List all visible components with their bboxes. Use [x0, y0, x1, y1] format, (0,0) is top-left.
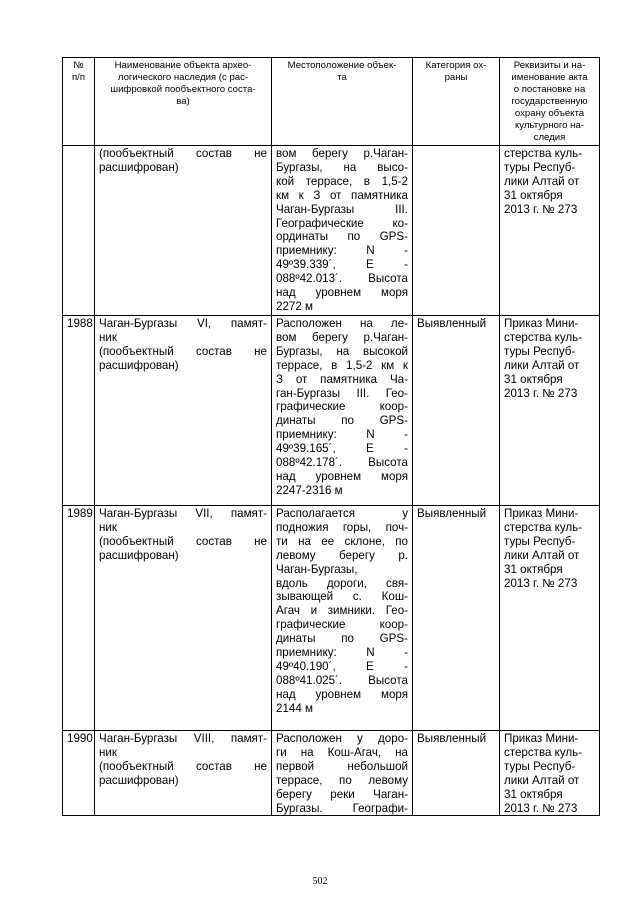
heritage-registry-table	[62, 57, 600, 816]
table-row	[63, 506, 600, 731]
row-number: 1988	[63, 316, 95, 506]
row-category: Выявленный	[413, 316, 500, 506]
header-location: Местоположение объек- та	[272, 58, 413, 146]
row-object-name: Чаган-Бургазы VI, памят- ник (пообъектный состав не расшифрован)	[95, 316, 272, 506]
row-act: Приказ Мини- стерства куль- туры Респуб- лики Алтай от 31 октября 2013 г. № 273	[500, 731, 600, 816]
row-act: стерства куль- туры Респуб- лики Алтай от 31 октября 2013 г. № 273	[500, 146, 600, 316]
row-location: вом берегу р.Чаган- Бургазы, на высо- кой террасе, в 1,5-2 км к З от памятника Чаган-Бургазы III. Географические ко- ординаты по GPS- приемнику: N - 49º39.339´, E - 088º42.013´. Высота над уровнем моря 2272 м	[272, 146, 413, 316]
row-act: Приказ Мини- стерства куль- туры Респуб- лики Алтай от 31 октября 2013 г. № 273	[500, 316, 600, 506]
row-object-name: Чаган-Бургазы VIII, памят- ник (пообъектный состав не расшифрован)	[95, 731, 272, 816]
row-location: Располагается у подножия горы, поч- ти на ее склоне, по левому берегу р. Чаган-Бургазы, вдоль дороги, свя- зывающей с. Кош- Агач и зимники. Гео- графические коор- динаты по GPS- приемнику: N - 49º40.190´, E - 088º41.025´. Высота над уровнем моря 2144 м	[272, 506, 413, 731]
page-number: 502	[312, 876, 328, 887]
row-category	[413, 146, 500, 316]
table-header-row	[63, 58, 600, 146]
row-object-name: (пообъектный состав не расшифрован)	[95, 146, 272, 316]
table-row	[63, 731, 600, 816]
header-object-name: Наименование объекта архео- логического наследия (с рас- шифровкой пообъектного соста- ва)	[95, 58, 272, 146]
header-category: Категория ох- раны	[413, 58, 500, 146]
table-row	[63, 316, 600, 506]
row-number: 1990	[63, 731, 95, 816]
header-act: Реквизиты и на- именование акта о постановке на государственную охрану объекта культурного на- следия	[500, 58, 600, 146]
row-number: 1989	[63, 506, 95, 731]
row-number	[63, 146, 95, 316]
row-location: Расположен у доро- ги на Кош-Агач, на первой небольшой террасе, по левому берегу реки Чаган- Бургазы. Географи-	[272, 731, 413, 816]
header-number: № п/п	[63, 58, 95, 146]
row-act: Приказ Мини- стерства куль- туры Респуб- лики Алтай от 31 октября 2013 г. № 273	[500, 506, 600, 731]
table-row	[63, 146, 600, 316]
row-category: Выявленный	[413, 506, 500, 731]
row-category: Выявленный	[413, 731, 500, 816]
row-object-name: Чаган-Бургазы VII, памят- ник (пообъектный состав не расшифрован)	[95, 506, 272, 731]
row-location: Расположен на ле- вом берегу р.Чаган- Бургазы, на высокой террасе, в 1,5-2 км к З от памятника Ча- ган-Бургазы III. Гео- графические коор- динаты по GPS- приемнику: N - 49º39.165´, E - 088º42.178´. Высота над уровнем моря 2247-2316 м	[272, 316, 413, 506]
